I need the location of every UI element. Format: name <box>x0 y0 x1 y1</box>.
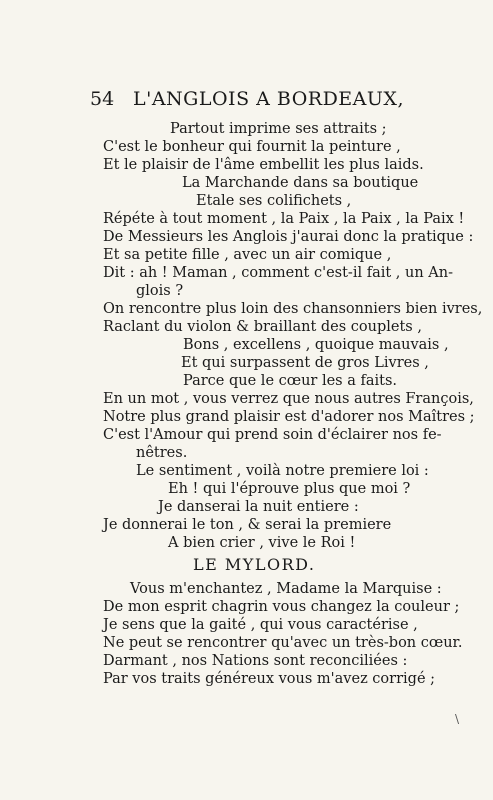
verse-line: Répéte à tout moment , la Paix , la Paix , la Paix ! <box>103 211 465 227</box>
running-title: L'ANGLOIS A BORDEAUX, <box>133 88 404 110</box>
verse-line: Eh ! qui l'éprouve plus que moi ? <box>168 481 411 497</box>
verse-line: Et qui surpassent de gros Livres , <box>181 355 429 371</box>
verse-line: Vous m'enchantez , Madame la Marquise : <box>130 581 442 597</box>
verse-line: La Marchande dans sa boutique <box>182 175 419 191</box>
verse-line: Etale ses colifichets , <box>196 193 352 209</box>
verse-line: Je danserai la nuit entiere : <box>158 499 359 515</box>
verse-line: Ne peut se rencontrer qu'avec un très-bon cœur. <box>103 635 463 651</box>
page-number: 54 <box>90 88 115 110</box>
verse-line: Raclant du violon & braillant des couplets , <box>103 319 422 335</box>
verse-line: On rencontre plus loin des chansonniers bien ivres, <box>103 301 483 317</box>
verse-line: Dit : ah ! Maman , comment c'est-il fait , un An- <box>103 265 454 281</box>
verse-line: glois ? <box>136 283 184 299</box>
verse-line: Notre plus grand plaisir est d'adorer nos Maîtres ; <box>103 409 475 425</box>
verse-line: Et le plaisir de l'âme embellit les plus laids. <box>103 157 424 173</box>
verse-line: En un mot , vous verrez que nous autres François, <box>103 391 474 407</box>
verse-line: Parce que le cœur les a faits. <box>183 373 398 389</box>
verse-line: Bons , excellens , quoique mauvais , <box>183 337 449 353</box>
verse-line: Et sa petite fille , avec un air comique , <box>103 247 392 263</box>
section-heading: LE MYLORD. <box>193 555 316 574</box>
verse-line: Le sentiment , voilà notre premiere loi : <box>136 463 429 479</box>
ink-mark: \ <box>455 712 460 726</box>
verse-line: Par vos traits généreux vous m'avez corrigé ; <box>103 671 436 687</box>
verse-line: De Messieurs les Anglois j'aurai donc la pratique : <box>103 229 474 245</box>
verse-line: nêtres. <box>136 445 188 461</box>
verse-line: Je sens que la gaité , qui vous caractérise , <box>103 617 418 633</box>
page-header <box>90 88 404 114</box>
verse-line: De mon esprit chagrin vous changez la couleur ; <box>103 599 460 615</box>
verse-line: C'est l'Amour qui prend soin d'éclairer nos fe- <box>103 427 442 443</box>
verse-line: Je donnerai le ton , & serai la premiere <box>103 517 392 533</box>
verse-line: Partout imprime ses attraits ; <box>170 121 387 137</box>
verse-line: C'est le bonheur qui fournit la peinture , <box>103 139 401 155</box>
verse-line: A bien crier , vive le Roi ! <box>168 535 356 551</box>
verse-line: Darmant , nos Nations sont reconciliées : <box>103 653 408 669</box>
